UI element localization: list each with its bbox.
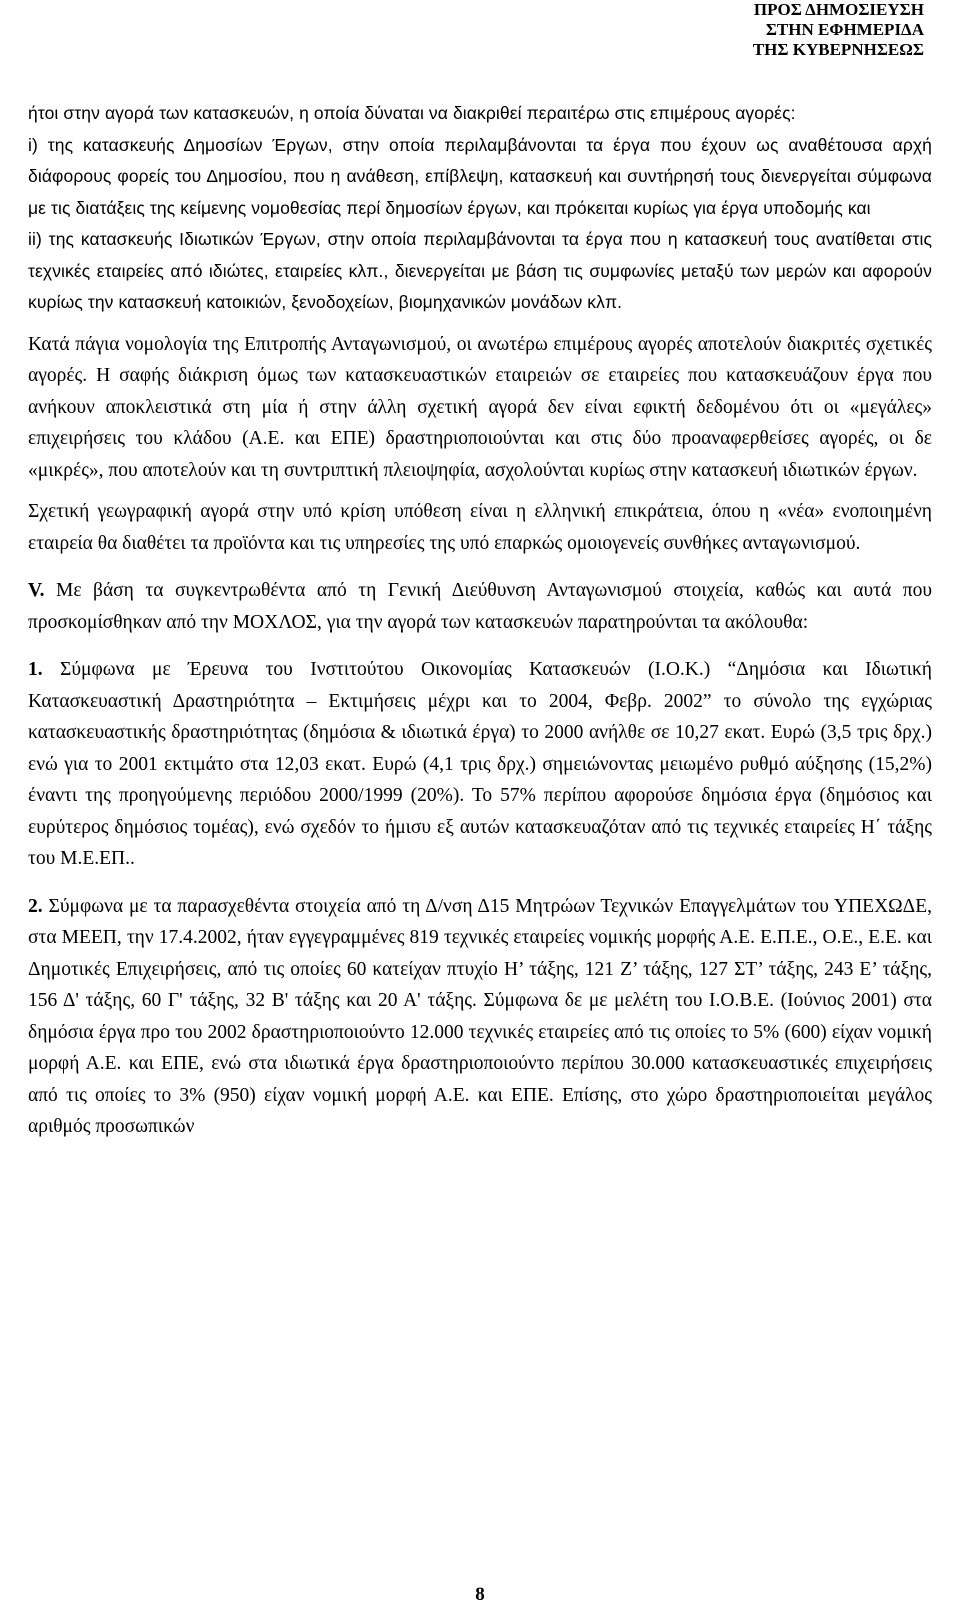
document-body [28, 98, 932, 1143]
page-number: 8 [475, 1584, 485, 1605]
section-number-v: V. [28, 580, 45, 601]
paragraph-case-law: Κατά πάγια νομολογία της Επιτροπής Ανταγωνισμού, οι ανωτέρω επιμέρους αγορές αποτελούν διακριτές σχετικές αγορές. Η σαφής διάκριση όμως των κατασκευαστικών εταιρειών σε εταιρείες που κατασκευάζουν έργα που ανήκουν αποκλειστικά στη μία ή στην άλλη σχετική αγορά δεν είναι εφικτή δεδομένου ότι οι «μεγάλες» επιχειρήσεις του κλάδου (Α.Ε. και ΕΠΕ) δραστηριοποιούνται και στις δύο προαναφερθείσες αγορές, οι δε «μικρές», που αποτελούν και τη συντριπτική πλειοψηφία, ασχολούνται κυρίως στην κατασκευή ιδιωτικών έργων. [28, 333, 932, 481]
paragraph-point-1 [28, 654, 932, 875]
paragraph-private-works: ii) της κατασκευής Ιδιωτικών Έργων, στην οποία περιλαμβάνονται τα έργα που η κατασκευή τους ανατίθεται στις τεχνικές εταιρείες από ιδιώτες, εταιρείες κλπ., διενεργείται με βάση τις συμφωνίες μεταξύ των μερών και αφορούν κυρίως την κατασκευή κατοικιών, ξενοδοχείων, βιομηχανικών μονάδων κλπ. [28, 229, 932, 312]
paragraph-section-v-text: Με βάση τα συγκεντρωθέντα από τη Γενική Διεύθυνση Ανταγωνισμού στοιχεία, καθώς και αυτά που προσκομίσθηκαν από την ΜΟΧΛΟΣ, για την αγορά των κατασκευών παρατηρούνται τα ακόλουθα: [28, 580, 932, 633]
publication-header [753, 0, 924, 60]
paragraph-geographic-market: Σχετική γεωγραφική αγορά στην υπό κρίση υπόθεση είναι η ελληνική επικράτεια, όπου η «νέα» ενοποιημένη εταιρεία θα διαθέτει τα προϊόντα και τις υπηρεσίες της υπό επαρκώς ομοιογενείς συνθήκες ανταγωνισμού. [28, 501, 932, 554]
paragraph-markets-intro: ήτοι στην αγορά των κατασκευών, η οποία δύναται να διακριθεί περαιτέρω στις επιμέρους αγορές: [28, 103, 796, 123]
header-line-3: ΤΗΣ ΚΥΒΕΡΝΗΣΕΩΣ [752, 40, 924, 59]
paragraph-point-2 [28, 891, 932, 1143]
paragraph-point-1-text: Σύμφωνα με Έρευνα του Ινστιτούτου Οικονομίας Κατασκευών (Ι.Ο.Κ.) “Δημόσια και Ιδιωτική Κατασκευαστική Δραστηριότητα – Εκτιμήσεις μέχρι και το 2004, Φεβρ. 2002” το σύνολο της εγχώριας κατασκευαστικής δραστηριότητας (δημόσια & ιδιωτικά έργα) το 2000 ανήλθε σε 10,27 εκατ. Ευρώ (3,5 τρις δρχ.) ενώ για το 2001 εκτιμάτο στα 12,03 εκατ. Ευρώ (4,1 τρις δρχ.) σημειώνοντας μειωμένο ρυθμό αύξησης (15,2%) έναντι της προηγούμενης περιόδου 2000/1999 (20%). Το 57% περίπου αφορούσε δημόσια έργα (δημόσιος και ευρύτερος δημόσιος τομέας), ενώ σχεδόν το ήμισυ εξ αυτών κατασκευαζόταν από τις τεχνικές εταιρείες Η΄ τάξης του Μ.Ε.ΕΠ.. [28, 659, 932, 869]
paragraph-public-works: i) της κατασκευής Δημοσίων Έργων, στην οποία περιλαμβάνονται τα έργα που έχουν ως αναθέτουσα αρχή διάφορους φορείς του Δημοσίου, που η ανάθεση, επίβλεψη, κατασκευή και συντήρησή τους διενεργείται σύμφωνα με τις διατάξεις της κείμενης νομοθεσίας περί δημοσίων έργων, και πρόκειται κυρίως για έργα υποδομής και [28, 134, 932, 218]
intro-section [28, 98, 932, 319]
point-number-2: 2. [28, 895, 43, 917]
point-number-1: 1. [28, 659, 43, 680]
paragraph-point-2-text: Σύμφωνα με τα παρασχεθέντα στοιχεία από τη Δ/νση Δ15 Μητρώων Τεχνικών Επαγγελμάτων του ΥΠΕΧΩΔΕ, στα ΜΕΕΠ, την 17.4.2002, ήταν εγγεγραμμένες 819 τεχνικές εταιρείες νομικής μορφής Α.Ε. Ε.Π.Ε., Ο.Ε., Ε.Ε. και Δημοτικές Επιχειρήσεις, από τις οποίες 60 κατείχαν πτυχίο Η’ τάξης, 121 Ζ’ τάξης, 127 ΣΤ’ τάξης, 243 Ε’ τάξης, 156 Δ' τάξης, 60 Γ' τάξης, 32 Β' τάξης και 20 Α' τάξης. Σύμφωνα δε με μελέτη του Ι.Ο.Β.Ε. (Ιούνιος 2001) στα δημόσια έργα προ του 2002 δραστηριοποιούντο 12.000 τεχνικές εταιρείες από τις οποίες το 5% (600) είχαν νομική μορφή Α.Ε. και ΕΠΕ, ενώ στα ιδιωτικά έργα δραστηριοποιούντο περίπου 30.000 κατασκευαστικές επιχειρήσεις από τις οποίες το 3% (950) είχαν νομική μορφή Α.Ε. και ΕΠΕ. Επίσης, στο χώρο δραστηριοποιείται μεγάλος αριθμός προσωπικών [28, 895, 932, 1137]
header-line-1: ΠΡΟΣ ΔΗΜΟΣΙΕΥΣΗ [753, 0, 924, 19]
paragraph-section-v [28, 575, 932, 638]
header-line-2: ΣΤΗΝ ΕΦΗΜΕΡΙΔΑ [765, 20, 924, 39]
